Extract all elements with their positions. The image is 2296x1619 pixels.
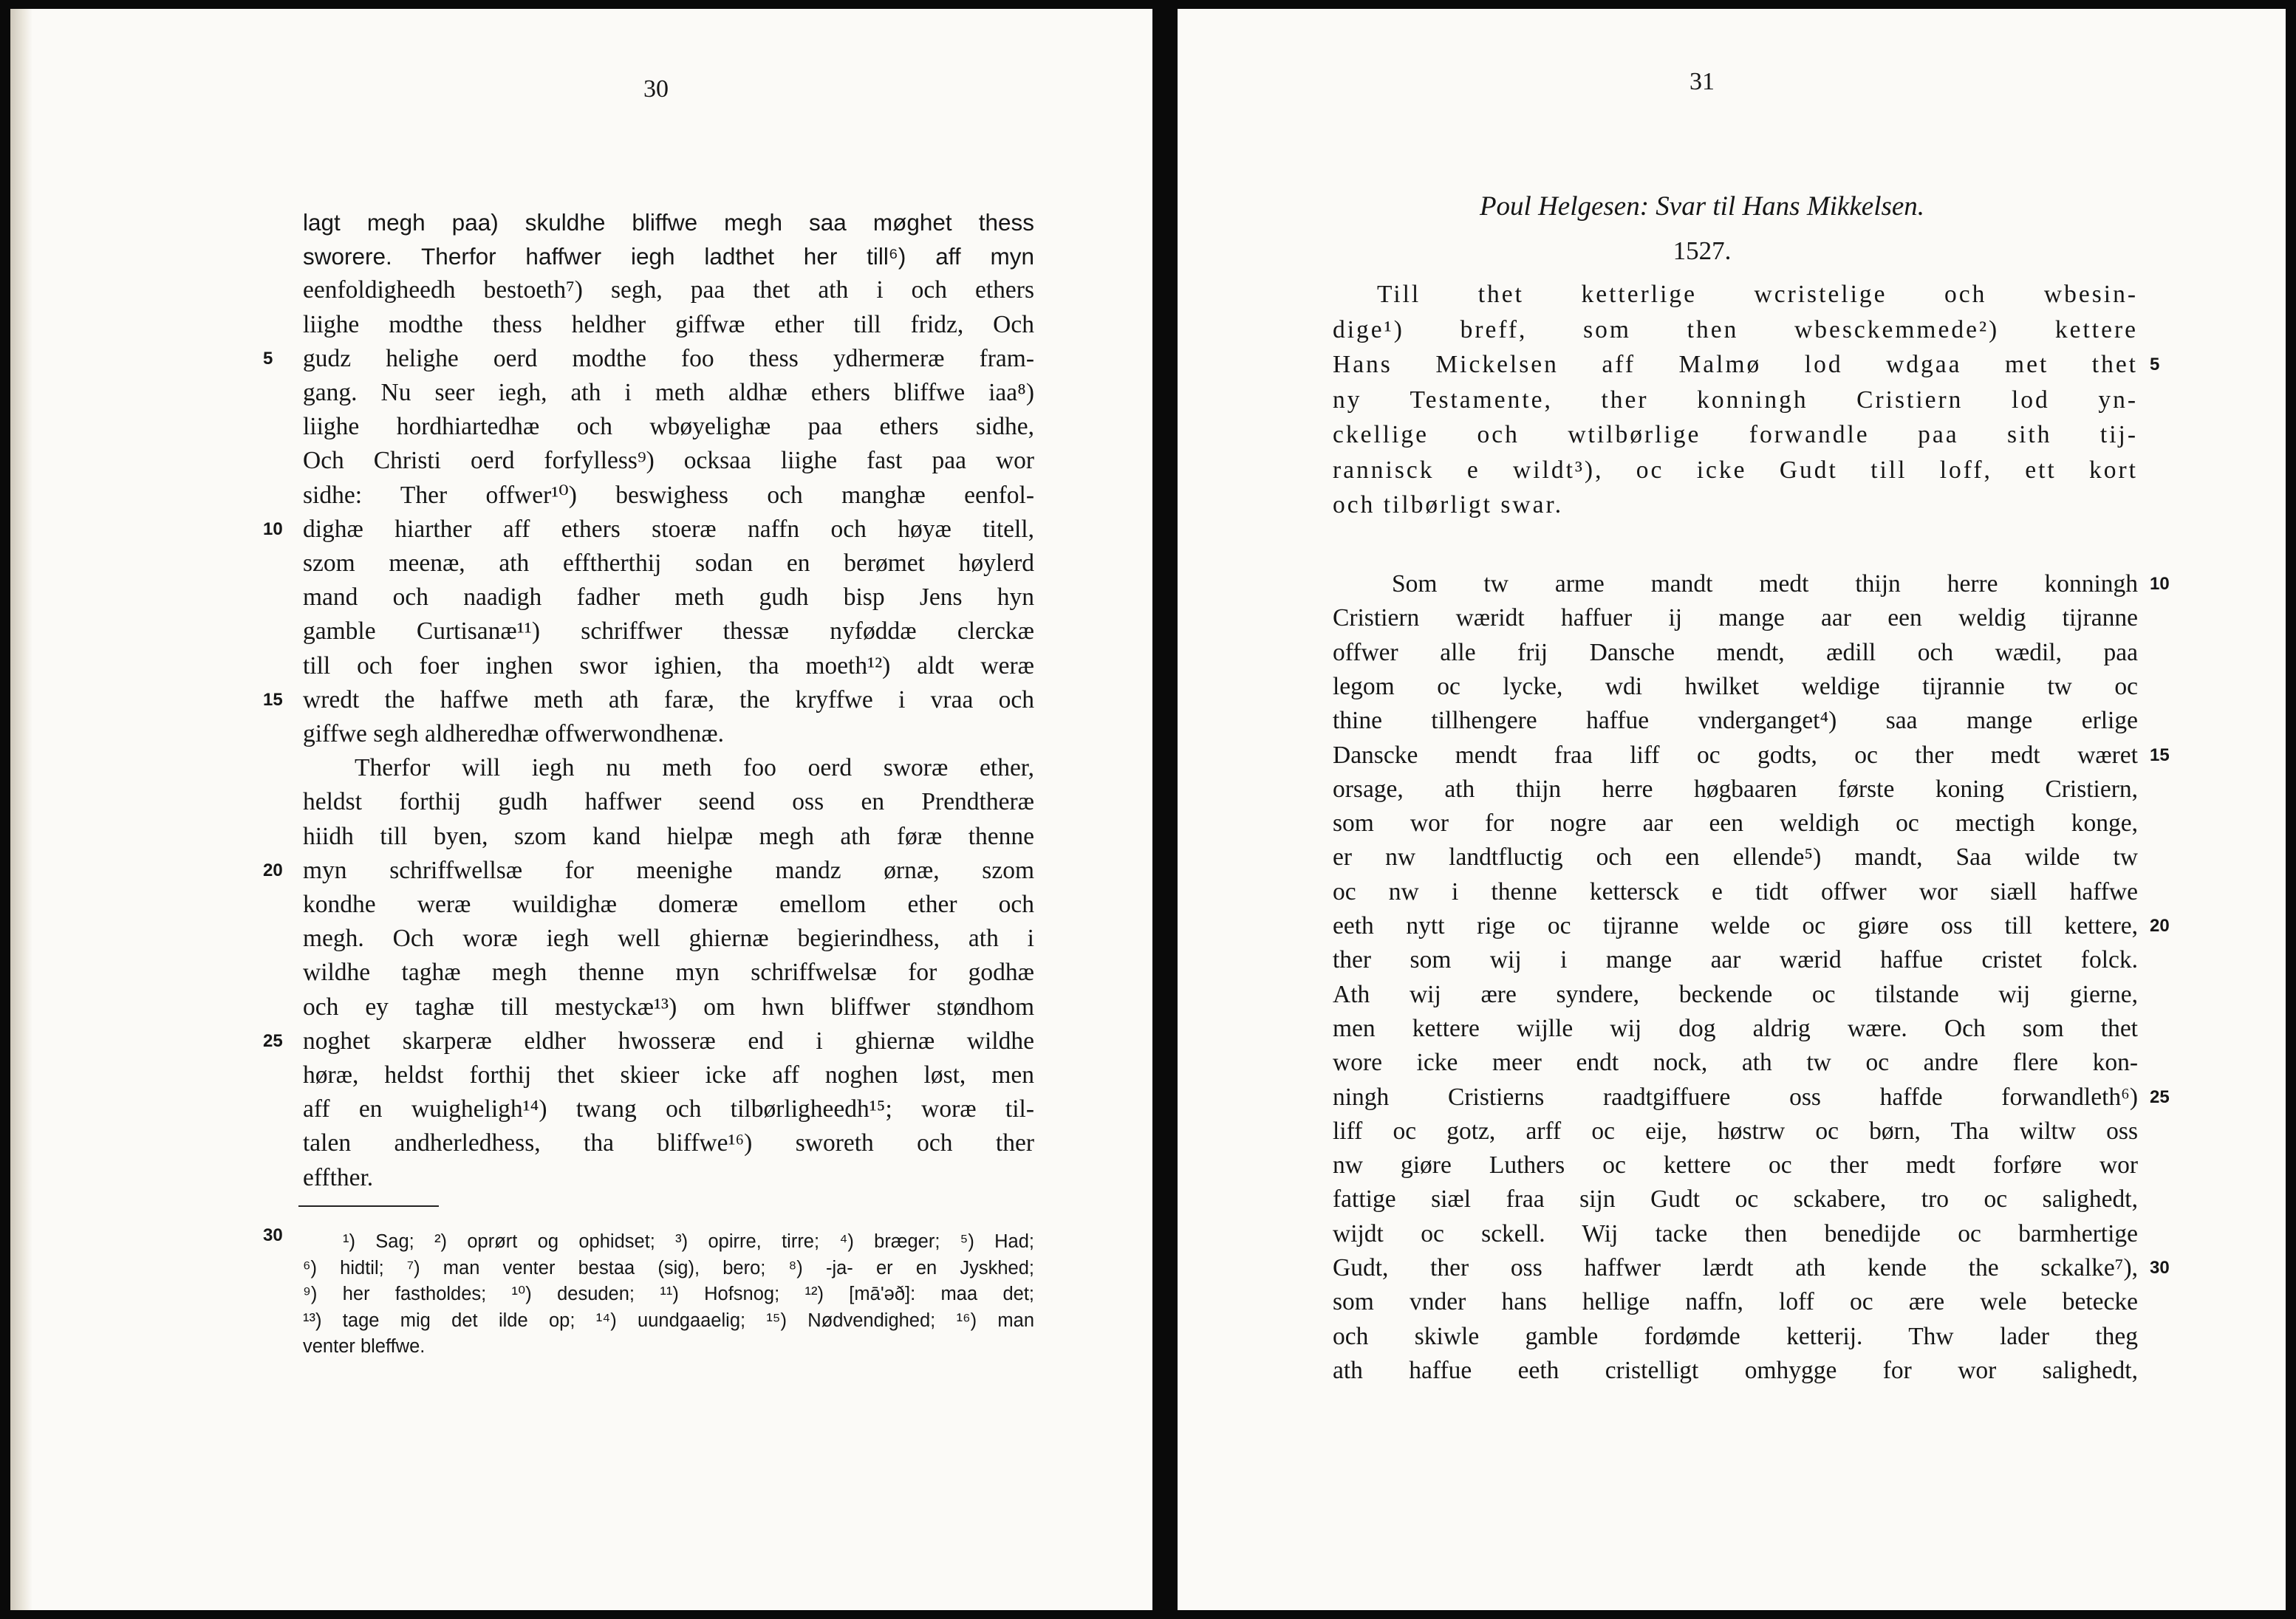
text-line: Cristiern wæridt haffuer ij mange aar een weldig tijranne [1333, 604, 2138, 632]
line-number: 25 [2150, 1086, 2170, 1107]
text-line: giffwe segh aldheredhæ offwerwondhenæ. [303, 720, 724, 747]
line-number: 30 [263, 1225, 283, 1245]
line-number: 10 [2150, 574, 2170, 594]
intro-line: och tilbørligt swar. [1333, 491, 1564, 518]
text-line: legom oc lycke, wdi hwilket weldige tijrannie tw oc [1333, 672, 2138, 700]
text-line: wildhe taghæ megh thenne myn schriffwelsæ for godhæ [303, 959, 1034, 987]
text-line: ningh Cristierns raadtgiffuere oss haffde forwandleth⁶) [1333, 1083, 2138, 1111]
text-line: mand och naadigh fadher meth gudh bisp Jens hyn [303, 583, 1034, 612]
footnote-line: ⁶) hidtil; ⁷) man venter bestaa (sig), bero; ⁸) -ja- er en Jyskhed; [303, 1257, 1034, 1279]
text-line: myn schriffwellsæ for meenighe mandz ørnæ, szom [303, 856, 1034, 884]
intro-line: ckellige och wtilbørlige forwandle paa sith tij- [1333, 421, 2138, 448]
text-line: sidhe: Ther offwer¹⁰) beswighess och manghæ eenfol- [303, 481, 1034, 509]
text-line: Gudt, ther oss haffwer lærdt ath kende the sckalke⁷), [1333, 1254, 2138, 1281]
text-line: wijdt oc sckell. Wij tacke then benedijde oc barmhertige [1333, 1219, 2138, 1247]
text-line: oc nw i thenne kettersck e tidt offwer wor siæll haffwe [1333, 877, 2138, 906]
text-line: megh. Och woræ iegh well ghiernæ begierindhess, ath i [303, 925, 1034, 953]
page-number: 31 [1689, 68, 1715, 95]
text-line: liff oc gotz, arff oc eije, høstrw oc børn, Tha wiltw oss [1333, 1117, 2138, 1145]
text-line: som vnder hans hellige naffn, loff oc ære wele betecke [1333, 1288, 2138, 1316]
text-line: gang. Nu seer iegh, ath i meth aldhæ ethers bliffwe iaa⁸) [303, 379, 1034, 406]
text-line: men kettere wijlle wij dog aldrig wære. Och som thet [1333, 1014, 2138, 1042]
text-line: eenfoldigheedh bestoeth⁷) segh, paa thet ath i och ethers [303, 276, 1034, 304]
text-line: sworere. Therfor haffwer iegh ladthet her till⁶) aff myn [303, 243, 1034, 270]
text-line: och skiwle gamble fordømde ketterij. Thw lader theg [1333, 1322, 2138, 1350]
text-line: kondhe weræ wuildighæ domeræ emellom ether och [303, 891, 1034, 918]
text-line: heldst forthij gudh haffwer seend oss en Prendtheræ [303, 788, 1034, 816]
line-number: 25 [263, 1030, 283, 1051]
footnote-line: ⁹) her fastholdes; ¹⁰) desuden; ¹¹) Hofsnog; ¹²) [mā'əð]: maa det; [303, 1284, 1034, 1304]
intro-line: Hans Mickelsen aff Malmø lod wdgaa met thet [1333, 351, 2138, 378]
intro-line: Till thet ketterlige wcristelige och wbesin- [1377, 281, 2138, 308]
right-page [1178, 9, 2286, 1610]
line-number: 30 [2150, 1258, 2170, 1278]
text-line: gamble Curtisanæ¹¹) schriffwer thessæ nyføddæ clerckæ [303, 617, 1034, 646]
footnote-line: venter bleffwe. [303, 1336, 426, 1357]
text-line: hiidh till byen, szom kand hielpæ megh ath føræ thenne [303, 822, 1034, 850]
intro-line: dige¹) breff, som then wbesckemmede²) kettere [1333, 315, 2138, 343]
text-line: liighe modthe thess heldher giffwæ ether till fridz, Och [303, 310, 1034, 338]
line-number: 5 [263, 348, 273, 369]
text-line: gudz helighe oerd modthe foo thess ydhermeræ fram- [303, 344, 1034, 372]
text-line: som wor for nogre aar een weldigh oc mectigh konge, [1333, 810, 2138, 838]
line-number: 5 [2150, 355, 2160, 374]
text-line: dighæ hiarther aff ethers stoeræ naffn och høyæ titell, [303, 515, 1034, 543]
text-line: till och foer inghen swor ighien, tha moeth¹²) aldt weræ [303, 651, 1034, 680]
text-line: talen andherledhess, tha bliffwe¹⁶) sworeth och ther [303, 1129, 1034, 1157]
line-number: 10 [263, 518, 283, 539]
text-line: offwer alle frij Dansche mendt, ædill och wædil, paa [1333, 638, 2138, 666]
text-line: noghet skarperæ eldher hwosseræ end i ghiernæ wildhe [303, 1027, 1034, 1055]
intro-line: ny Testamente, ther konningh Cristiern lod yn- [1333, 386, 2138, 414]
text-line: er nw landtfluctig och een ellende⁵) mandt, Saa wilde tw [1333, 843, 2138, 872]
text-line: liighe hordhiartedhæ och wbøyelighæ paa ethers sidhe, [303, 413, 1034, 441]
text-line: Ath wij ære syndere, beckende oc tilstande wij gierne, [1333, 980, 2138, 1008]
footnote-line: ¹) Sag; ²) oprørt og ophidset; ³) opirre, tirre; ⁴) bræger; ⁵) Had; [343, 1231, 1034, 1252]
text-line: szom meenæ, ath efftherthij sodan en berømet høylerd [303, 550, 1034, 577]
line-number: 20 [2150, 916, 2170, 936]
footnote-rule [298, 1205, 439, 1207]
page-number: 30 [643, 75, 669, 103]
text-line: wredt the haffwe meth ath faræ, the kryffwe i vraa och [303, 685, 1034, 713]
text-line: ath haffue eeth cristelligt omhygge for wor salighedt, [1333, 1356, 2138, 1384]
line-number: 15 [263, 689, 283, 710]
left-page [10, 9, 1152, 1610]
text-line: thine tillhengere haffue vnderganget⁴) saa mange erlige [1333, 707, 2138, 735]
text-line: wore icke meer endt nock, ath tw oc andre flere kon- [1333, 1049, 2138, 1077]
footnote-line: ¹³) tage mig det ilde op; ¹⁴) uundgaaelig; ¹⁵) Nødvendighed; ¹⁶) man [303, 1310, 1034, 1331]
section-year: 1527. [1673, 236, 1732, 265]
text-line: Danscke mendt fraa liff oc godts, oc ther medt wæret [1333, 741, 2138, 769]
text-line: Therfor will iegh nu meth foo oerd sworæ ether, [355, 754, 1034, 782]
text-line: lagt megh paa) skuldhe bliffwe megh saa møghet thess [303, 209, 1034, 236]
text-line: høræ, heldst forthij thet skieer icke aff noghen løst, men [303, 1061, 1034, 1089]
text-line: aff en wuigheligh¹⁴) twang och tilbørligheedh¹⁵; woræ til- [303, 1095, 1034, 1123]
text-line: orsage, ath thijn herre høgbaaren første koning Cristiern, [1333, 775, 2138, 803]
text-line: effther. [303, 1163, 374, 1191]
text-line: fattige siæl fraa sijn Gudt oc sckabere, tro oc salighedt, [1333, 1185, 2138, 1214]
intro-line: rannisck e wildt³), oc icke Gudt till loff, ett kort [1333, 456, 2138, 484]
text-line: eeth nytt rige oc tijranne welde oc giøre oss till kettere, [1333, 912, 2138, 939]
text-line: och ey taghæ till mestyckæ¹³) om hwn bliffwer støndhom [303, 993, 1034, 1021]
text-line: nw giøre Luthers oc kettere oc ther medt forføre wor [1333, 1151, 2138, 1180]
section-title: Poul Helgesen: Svar til Hans Mikkelsen. [1479, 191, 1925, 222]
text-line: Som tw arme mandt medt thijn herre konningh [1392, 570, 2138, 598]
line-number: 20 [263, 860, 283, 880]
text-line: Och Christi oerd forfylless⁹) ocksaa liighe fast paa wor [303, 447, 1034, 475]
line-number: 15 [2150, 745, 2170, 765]
text-line: ther som wij i mange aar wærid haffue cristet folck. [1333, 946, 2138, 974]
spine-edge [10, 9, 33, 1610]
